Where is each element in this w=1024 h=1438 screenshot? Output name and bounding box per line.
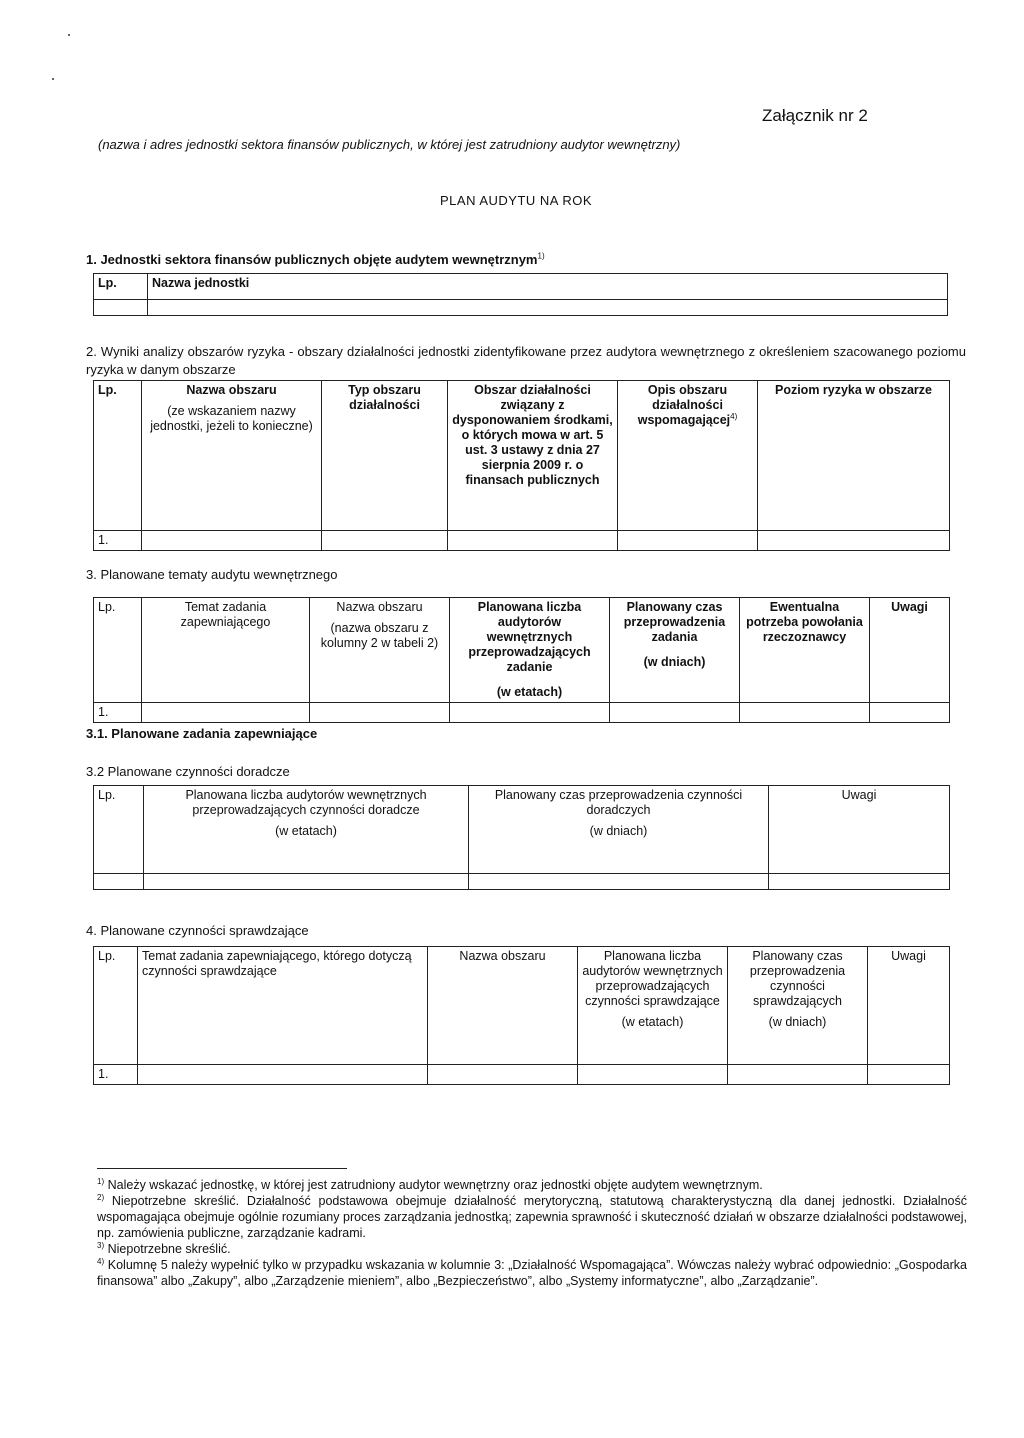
header-area-name-label: Nazwa obszaru	[336, 600, 423, 614]
unit-name-note: (nazwa i adres jednostki sektora finansów publicznych, w której jest zatrudniony audytor wewnętrzny)	[98, 137, 681, 152]
header-lp: Lp.	[94, 947, 138, 1065]
header-auditor-count-unit: (w etatach)	[621, 1015, 684, 1029]
scan-mark	[68, 34, 70, 36]
footnote-3	[97, 1241, 967, 1257]
footnote-mark: 2)	[97, 1192, 105, 1202]
cell-area-type[interactable]	[322, 531, 448, 551]
cell-public-finance-area[interactable]	[448, 531, 618, 551]
header-remarks: Uwagi	[870, 598, 950, 703]
section-1-title	[86, 252, 545, 267]
header-area-name: Nazwa obszaru	[428, 947, 578, 1065]
header-risk-level: Poziom ryzyka w obszarze	[758, 381, 950, 531]
header-lp: Lp.	[94, 274, 148, 300]
cell-risk-level[interactable]	[758, 531, 950, 551]
header-advisory-time-unit: (w dniach)	[589, 824, 648, 838]
cell-remarks[interactable]	[769, 874, 950, 890]
row-number: 1.	[94, 703, 142, 723]
cell-remarks[interactable]	[868, 1065, 950, 1085]
cell-advisory-time[interactable]	[469, 874, 769, 890]
footnote-text: Kolumnę 5 należy wypełnić tylko w przypadku wskazania w kolumnie 3: „Działalność Wspomagająca”. Wówczas należy wybrać odpowiednio: „Gospodarka finansowa” albo „Zakupy”, albo „Zarządzenie mieniem”, albo „Bezpieczeństwo”, albo „Systemy informatyczne”, albo „Zarządzanie”.	[97, 1258, 967, 1288]
header-task-time	[610, 598, 740, 703]
units-table	[93, 273, 948, 316]
header-remarks: Uwagi	[769, 786, 950, 874]
row-number: 1.	[94, 531, 142, 551]
section-2-title: 2. Wyniki analizy obszarów ryzyka - obszary działalności jednostki zidentyfikowane przez audytora wewnętrznego z określeniem szacowanego poziomu ryzyka w danym obszarze	[86, 344, 966, 377]
footnote-1	[97, 1177, 967, 1193]
header-unit-name: Nazwa jednostki	[148, 274, 948, 300]
audit-topics-table	[93, 597, 950, 723]
header-lp: Lp.	[94, 598, 142, 703]
cell-auditor-count[interactable]	[144, 874, 469, 890]
header-auditor-count	[450, 598, 610, 703]
header-expert-need: Ewentualna potrzeba powołania rzeczoznawcy	[740, 598, 870, 703]
header-task-topic: Temat zadania zapewniającego	[142, 598, 310, 703]
header-advisory-time	[469, 786, 769, 874]
section-3-2-title: 3.2 Planowane czynności doradcze	[86, 764, 290, 779]
cell-task-topic[interactable]	[138, 1065, 428, 1085]
header-task-time-label: Planowany czas przeprowadzenia zadania	[623, 600, 726, 644]
cell-area-name[interactable]	[142, 531, 322, 551]
header-support-desc	[618, 381, 758, 531]
cell-task-topic[interactable]	[142, 703, 310, 723]
verification-table	[93, 946, 950, 1085]
footnote-mark: 3)	[97, 1240, 105, 1250]
footnote-text: Należy wskazać jednostkę, w której jest zatrudniony audytor wewnętrzny oraz jednostki objęte audytem wewnętrznym.	[107, 1178, 763, 1192]
cell-expert-need[interactable]	[740, 703, 870, 723]
footnote-text: Niepotrzebne skreślić.	[107, 1242, 231, 1256]
header-area-name-label: Nazwa obszaru	[186, 383, 277, 397]
header-area-name-note: (ze wskazaniem nazwy jednostki, jeżeli to konieczne)	[150, 404, 313, 433]
header-task-time-unit: (w dniach)	[643, 655, 706, 669]
header-auditor-count	[578, 947, 728, 1065]
cell-auditor-count[interactable]	[450, 703, 610, 723]
header-remarks: Uwagi	[868, 947, 950, 1065]
footnote-text: Niepotrzebne skreślić. Działalność podstawowa obejmuje działalność merytoryczną, statutową charakterystyczną dla danej jednostki. Działalność wspomagająca obejmuje ogólnie rozumiany proces zarządzania jednostką; zapewnia sprawność i skuteczność działań w obszarze działalności podstawowej, np. zamówienia publiczne, zarządzanie kadrami.	[97, 1194, 967, 1240]
scan-mark	[52, 78, 54, 80]
header-advisory-time-label: Planowany czas przeprowadzenia czynności doradczych	[494, 788, 743, 817]
footnote-4	[97, 1257, 967, 1289]
cell-verification-time[interactable]	[728, 1065, 868, 1085]
section-4-title: 4. Planowane czynności sprawdzające	[86, 923, 309, 938]
cell-task-time[interactable]	[610, 703, 740, 723]
header-support-desc-label: Opis obszaru działalności wspomagającej	[637, 383, 731, 427]
risk-areas-table	[93, 380, 950, 551]
attachment-number: Załącznik nr 2	[762, 106, 868, 125]
cell-unit-name[interactable]	[148, 300, 948, 316]
header-area-name-note: (nazwa obszaru z kolumny 2 w tabeli 2)	[320, 621, 439, 650]
header-public-finance-area: Obszar działalności związany z dysponowaniem środkami, o których mowa w art. 5 ust. 3 ustawy z dnia 27 sierpnia 2009 r. o finansach publicznych	[448, 381, 618, 531]
header-auditor-count	[144, 786, 469, 874]
cell-area-name[interactable]	[428, 1065, 578, 1085]
cell-lp[interactable]	[94, 300, 148, 316]
plan-title: PLAN AUDYTU NA ROK	[440, 193, 593, 208]
cell-support-desc[interactable]	[618, 531, 758, 551]
section-3-1-title: 3.1. Planowane zadania zapewniające	[86, 726, 318, 741]
header-lp: Lp.	[94, 381, 142, 531]
section-3-title: 3. Planowane tematy audytu wewnętrznego	[86, 567, 338, 582]
footnote-separator	[97, 1168, 347, 1169]
cell-auditor-count[interactable]	[578, 1065, 728, 1085]
section-1-title-text: 1. Jednostki sektora finansów publicznych objęte audytem wewnętrznym	[86, 252, 538, 267]
footnote-2	[97, 1193, 967, 1241]
header-auditor-count-label: Planowana liczba audytorów wewnętrznych przeprowadzających czynności doradcze	[185, 788, 427, 817]
header-verification-time-label: Planowany czas przeprowadzenia czynności sprawdzających	[749, 949, 846, 1008]
header-area-name	[142, 381, 322, 531]
header-auditor-count-label: Planowana liczba audytorów wewnętrznych przeprowadzających zadanie	[468, 600, 591, 674]
header-task-topic: Temat zadania zapewniającego, którego dotyczą czynności sprawdzające	[138, 947, 428, 1065]
header-area-type: Typ obszaru działalności	[322, 381, 448, 531]
footnote-ref: 4)	[730, 411, 738, 421]
cell-area-name[interactable]	[310, 703, 450, 723]
header-lp: Lp.	[94, 786, 144, 874]
advisory-table	[93, 785, 950, 890]
row-number: 1.	[94, 1065, 138, 1085]
header-area-name	[310, 598, 450, 703]
cell-lp[interactable]	[94, 874, 144, 890]
cell-remarks[interactable]	[870, 703, 950, 723]
header-verification-time-unit: (w dniach)	[768, 1015, 827, 1029]
header-auditor-count-unit: (w etatach)	[496, 685, 563, 699]
header-verification-time	[728, 947, 868, 1065]
footnote-mark: 4)	[97, 1256, 105, 1266]
footnote-mark: 1)	[97, 1176, 105, 1186]
footnote-ref: 1)	[537, 251, 545, 261]
footnotes	[97, 1177, 967, 1289]
header-auditor-count-unit: (w etatach)	[275, 824, 337, 838]
header-auditor-count-label: Planowana liczba audytorów wewnętrznych przeprowadzających czynności sprawdzające	[582, 949, 723, 1008]
